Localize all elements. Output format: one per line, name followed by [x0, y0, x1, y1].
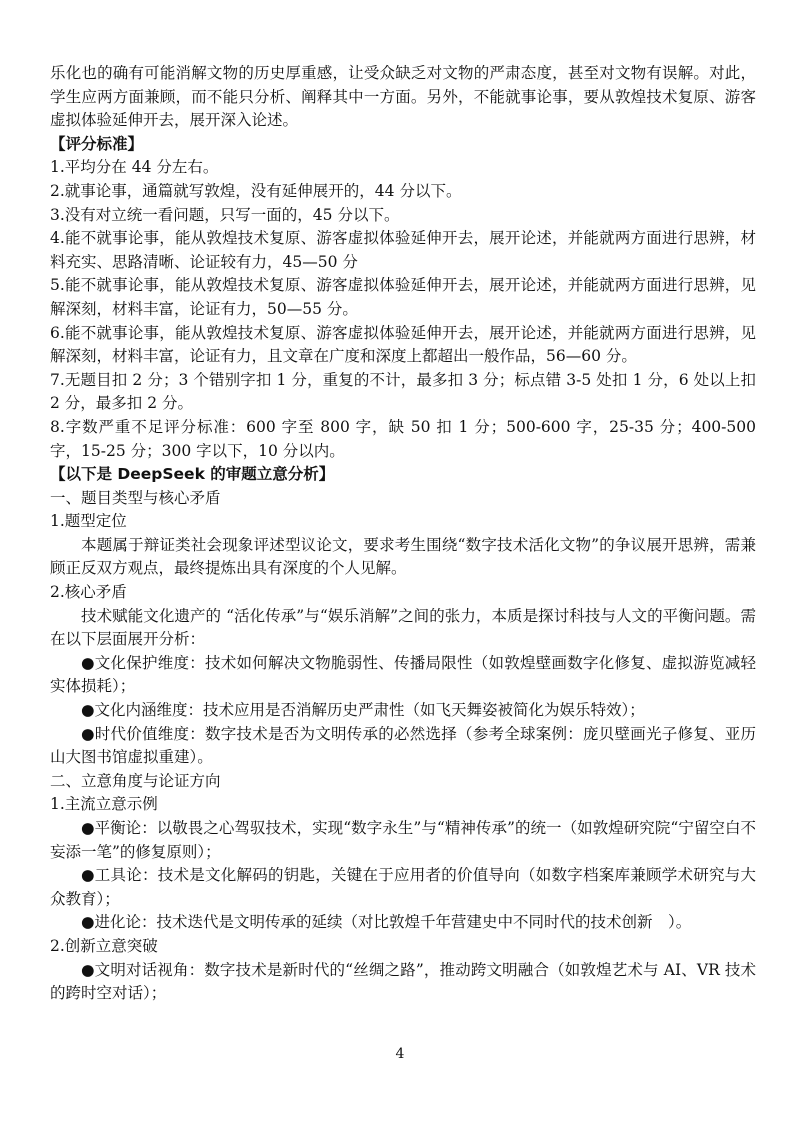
- intro-paragraph: 乐化也的确有可能消解文物的历史厚重感，让受众缺乏对文物的严肃态度，甚至对文物有误解。对此，学生应两方面兼顾，而不能只分析、阐释其中一方面。另外，不能就事论事，要从敦煌技术复原、游客虚拟体验延伸开去，展开深入论述。: [50, 64, 756, 130]
- bullet-item: ●文化保护维度：技术如何解决文物脆弱性、传播局限性（如敦煌壁画数字化修复、虚拟游览减轻实体损耗）；: [50, 653, 756, 696]
- grading-item: 6.能不就事论事，能从敦煌技术复原、游客虚拟体验延伸开去，展开论述，并能就两方面进行思辨，见解深刻，材料丰富，论证有力，且文章在广度和深度上都超出一般作品，56—60 分。: [50, 323, 756, 366]
- subsection-title: 1.主流立意示例: [50, 795, 158, 814]
- grading-header: 【评分标准】: [50, 134, 144, 153]
- bullet-item: ●平衡论：以敬畏之心驾驭技术，实现“数字永生”与“精神传承”的统一（如敦煌研究院“宁留空白不妄添一笔”的修复原则）；: [50, 819, 756, 861]
- grading-item: 3.没有对立统一看问题，只写一面的，45 分以下。: [50, 205, 400, 224]
- document-body: [50, 62, 756, 1006]
- grading-item: 7.无题目扣 2 分；3 个错别字扣 1 分，重复的不计，最多扣 3 分；标点错 3-5 处扣 1 分，6 处以上扣 2 分，最多扣 2 分。: [50, 370, 756, 413]
- bullet-item: ●进化论：技术迭代是文明传承的延续（对比敦煌千年营建史中不同时代的技术创新 ）。: [81, 913, 692, 932]
- section-title: 一、题目类型与核心矛盾: [50, 488, 221, 507]
- bullet-item: ●时代价值维度：数字技术是否为文明传承的必然选择（参考全球案例：庞贝壁画光子修复、亚历山大图书馆虚拟重建）。: [50, 724, 756, 767]
- bullet-item: ●文化内涵维度：技术应用是否消解历史严肃性（如飞天舞姿被简化为娱乐特效）；: [81, 701, 645, 720]
- paragraph: 技术赋能文化遗产的 “活化传承”与“娱乐消解”之间的张力，本质是探讨科技与人文的平衡问题。需在以下层面展开分析：: [50, 606, 756, 649]
- bullet-item: ●文明对话视角：数字技术是新时代的“丝绸之路”，推动跨文明融合（如敦煌艺术与 AI、VR 技术的跨时空对话）；: [50, 960, 756, 1003]
- grading-item: 4.能不就事论事，能从敦煌技术复原、游客虚拟体验延伸开去，展开论述，并能就两方面进行思辨，材料充实、思路清晰、论证较有力，45—50 分: [50, 229, 756, 271]
- subsection-title: 2.创新立意突破: [50, 936, 158, 955]
- section-title: 二、立意角度与论证方向: [50, 771, 221, 790]
- bullet-item: ●工具论：技术是文化解码的钥匙，关键在于应用者的价值导向（如数字档案库兼顾学术研究与大众教育）；: [50, 866, 756, 908]
- grading-item: 8.字数严重不足评分标准：600 字至 800 字，缺 50 扣 1 分；500-600 字，25-35 分；400-500 字，15-25 分；300 字以下，10 分以内。: [50, 417, 756, 460]
- subsection-title: 1.题型定位: [50, 512, 127, 531]
- page-number: 4: [395, 1046, 405, 1062]
- grading-item: 1.平均分在 44 分左右。: [50, 158, 219, 177]
- paragraph: 本题属于辩证类社会现象评述型议论文，要求考生围绕“数字技术活化文物”的争议展开思辨，需兼顾正反双方观点，最终提炼出具有深度的个人见解。: [50, 535, 756, 578]
- analysis-header: 【以下是 DeepSeek 的审题立意分析】: [50, 465, 335, 484]
- subsection-title: 2.核心矛盾: [50, 583, 127, 602]
- grading-item: 2.就事论事，通篇就写敦煌，没有延伸展开的，44 分以下。: [50, 181, 462, 200]
- grading-item: 5.能不就事论事，能从敦煌技术复原、游客虚拟体验延伸开去，展开论述，并能就两方面进行思辨，见解深刻，材料丰富，论证有力，50—55 分。: [50, 276, 756, 318]
